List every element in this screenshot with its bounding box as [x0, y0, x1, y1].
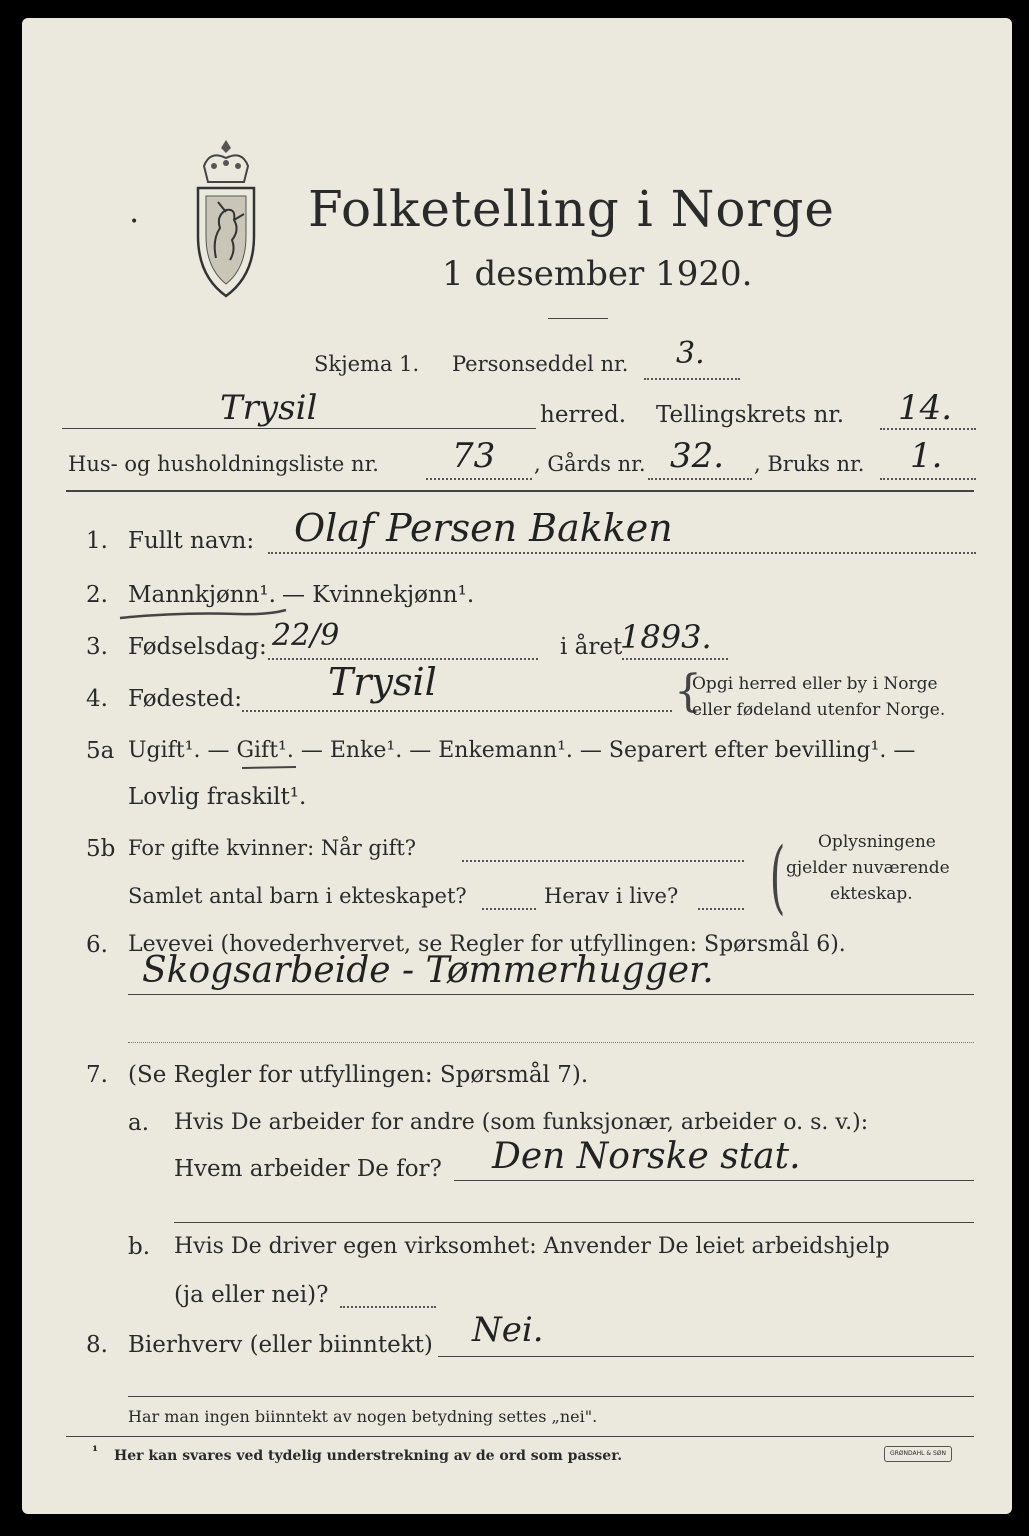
bruks-line	[880, 478, 976, 480]
q2-male: Mannkjønn¹.	[128, 582, 276, 608]
q5b-alive-line	[698, 908, 744, 910]
q8-value: Nei.	[472, 1310, 544, 1350]
q4-line	[242, 710, 672, 712]
herred-value: Trysil	[220, 388, 318, 428]
skjema-label: Skjema 1.	[314, 352, 420, 376]
tellingskrets-line	[880, 428, 976, 430]
gards-label: , Gårds nr.	[534, 452, 646, 476]
q7b-number: b.	[128, 1234, 151, 1260]
title-rule	[548, 318, 608, 319]
q5b-children-line	[482, 908, 536, 910]
q7a-value: Den Norske stat.	[492, 1136, 801, 1177]
q5b-when-line	[462, 860, 744, 862]
q7-label: (Se Regler for utfyllingen: Spørsmål 7).	[128, 1062, 589, 1088]
q7b-line	[340, 1306, 436, 1308]
q4-label: Fødested:	[128, 686, 243, 712]
gards-line	[648, 478, 752, 480]
footnote-mark: ¹	[92, 1444, 99, 1460]
q3-label: Fødselsdag:	[128, 634, 267, 660]
q5b-note-2: gjelder nuværende	[786, 858, 950, 878]
q5b-children-label: Samlet antal barn i ekteskapet?	[128, 884, 467, 908]
herred-line	[62, 428, 536, 429]
q6-label: Levevei (hovederhvervet, se Regler for utfyllingen: Spørsmål 6).	[128, 932, 846, 957]
q2-female: — Kvinnekjønn¹.	[282, 582, 475, 608]
q7a-line	[454, 1180, 974, 1181]
coat-of-arms-icon	[190, 136, 262, 301]
footer-note: Har man ingen biinntekt av nogen betydning settes „nei".	[128, 1407, 598, 1426]
form-title: Folketelling i Norge	[308, 180, 835, 238]
bruks-label: , Bruks nr.	[754, 452, 865, 476]
q7a-line-2: Hvem arbeider De for?	[174, 1156, 442, 1182]
q4-value: Trysil	[328, 660, 437, 704]
q3-value: 22/9	[272, 618, 340, 653]
personseddel-value: 3.	[676, 336, 705, 371]
q3-number: 3.	[86, 634, 108, 660]
hus-line	[426, 478, 532, 480]
form-date: 1 desember 1920.	[442, 254, 753, 294]
q5b-line-1: For gifte kvinner: Når gift?	[128, 836, 417, 860]
bruks-value: 1.	[910, 436, 943, 476]
q5b-number: 5b	[86, 836, 116, 862]
q5b-note-3: ekteskap.	[830, 884, 913, 904]
q7-number: 7.	[86, 1062, 108, 1088]
q2-number: 2.	[86, 582, 108, 608]
q3-year-value: 1893.	[620, 618, 712, 656]
q5b-brace: (	[769, 830, 786, 923]
q4-number: 4.	[86, 686, 108, 712]
tellingskrets-label: Tellingskrets nr.	[656, 402, 845, 428]
q8-line	[438, 1356, 974, 1357]
q8-line-2	[128, 1396, 974, 1397]
personseddel-label: Personseddel nr.	[452, 352, 629, 376]
q1-line	[268, 552, 976, 554]
q5a-gift-underline	[240, 762, 300, 772]
q6-line-1	[128, 994, 974, 995]
q1-number: 1.	[86, 528, 108, 554]
q1-label: Fullt navn:	[128, 528, 255, 554]
q8-number: 8.	[86, 1332, 108, 1358]
census-form	[22, 18, 1012, 1514]
printer-stamp: GRØNDAHL & SØN	[884, 1446, 952, 1462]
header-divider	[66, 490, 974, 492]
hus-value: 73	[452, 436, 496, 476]
q2-underline	[118, 608, 288, 624]
q5b-note-1: Oplysningene	[818, 832, 936, 852]
personseddel-line	[644, 378, 740, 380]
q5a-number: 5a	[86, 738, 115, 764]
q5b-alive-label: Herav i live?	[544, 884, 679, 908]
q7a-number: a.	[128, 1110, 150, 1136]
q6-value: Skogsarbeide - Tømmerhugger.	[142, 950, 714, 991]
q8-label: Bierhverv (eller biinntekt)	[128, 1332, 433, 1358]
q5a-line-1: Ugift¹. — Gift¹. — Enke¹. — Enkemann¹. — Separert efter bevilling¹. —	[128, 738, 916, 763]
q1-value: Olaf Persen Bakken	[294, 506, 673, 550]
q3-year-label: i året	[560, 634, 623, 660]
q4-note-1: Opgi herred eller by i Norge	[692, 674, 938, 694]
footnote-text: Her kan svares ved tydelig understrekning av de ord som passer.	[114, 1448, 623, 1464]
tellingskrets-value: 14.	[898, 388, 953, 428]
q6-number: 6.	[86, 932, 108, 958]
dot-mark: •	[130, 214, 139, 230]
q3-year-line	[622, 658, 728, 660]
q5a-line-2: Lovlig fraskilt¹.	[128, 784, 307, 810]
q7b-line-1: Hvis De driver egen virksomhet: Anvender De leiet arbeidshjelp	[174, 1234, 890, 1259]
gards-value: 32.	[670, 436, 725, 476]
q7a-line-2-rule	[174, 1222, 974, 1223]
q4-note-2: eller fødeland utenfor Norge.	[692, 700, 946, 720]
q4-brace: {	[674, 666, 702, 717]
q6-line-2	[128, 1042, 974, 1043]
q7a-line-1: Hvis De arbeider for andre (som funksjonær, arbeider o. s. v.):	[174, 1110, 869, 1135]
footnote-rule	[66, 1436, 974, 1437]
herred-label: herred.	[540, 402, 627, 428]
q7b-line-2: (ja eller nei)?	[174, 1282, 329, 1308]
hus-label: Hus- og husholdningsliste nr.	[68, 452, 379, 476]
